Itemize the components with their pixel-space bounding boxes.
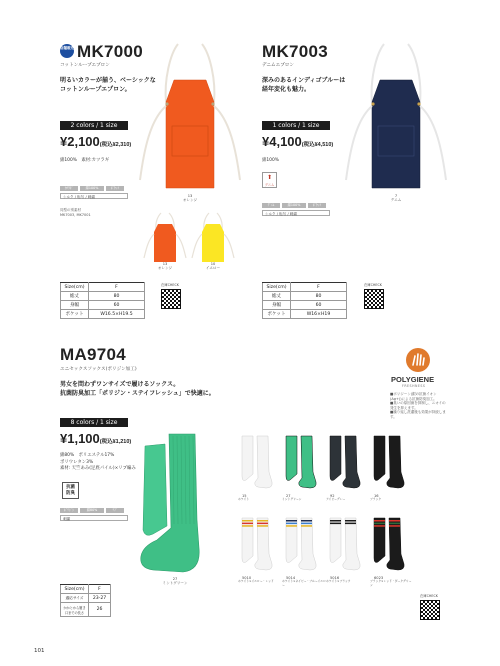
table-row: 身幅 60	[61, 301, 145, 310]
variant-name: ミントグリーン	[282, 497, 302, 502]
variant-code: 6023	[374, 576, 384, 580]
fabric-chip: ｶﾂﾗｷﾞ	[60, 186, 78, 191]
variant-item	[282, 516, 326, 587]
mk7000-swatch-yellow	[190, 212, 236, 264]
finish-chip: ﾎﾟﾘｼﾞﾝ	[60, 508, 78, 513]
mk7003-chips	[262, 203, 326, 208]
pocket-chip: ﾎﾟｹｯﾄ	[308, 203, 326, 208]
mk7000-print-methods: シルク / 転写 / 刺繍	[60, 193, 128, 199]
mk7003-qr-label: 在庫CHECK	[364, 283, 382, 287]
variant-code: 27	[286, 494, 291, 498]
variant-item	[238, 434, 282, 502]
mk7000-price: ¥2,100(税込¥2,310)	[60, 134, 132, 149]
ma9704-variant-grid	[238, 434, 413, 594]
variant-item	[326, 434, 370, 502]
mk7000-swatch-orange	[142, 212, 188, 264]
table-row: Size(cm) F	[263, 283, 347, 292]
pocket-chip: ﾎﾟｹｯﾄ	[106, 186, 124, 191]
ma9704-size-table	[60, 584, 111, 617]
ma9704-colors-bar: 8 colors / 1 size	[60, 418, 128, 427]
mk7003-main-caption: 7 デニム	[390, 194, 402, 203]
mk7000-swatch-caption-0: 13 オレンジ	[157, 262, 173, 271]
variant-code: 5014	[286, 576, 296, 580]
ma9704-print-methods: 刺繍	[60, 515, 128, 521]
variant-code: 5016	[330, 576, 340, 580]
shop-badge: 店舗販売	[60, 44, 74, 58]
antibacterial-icon: 抗菌 防臭	[62, 482, 79, 499]
ma9704-model: MA9704	[60, 345, 127, 364]
mk7000-stock-qr[interactable]	[161, 289, 181, 309]
variant-name: ホワイト×ブラック	[326, 579, 351, 584]
mk7003-stock-qr[interactable]	[364, 289, 384, 309]
mk7003-material: 綿100%	[262, 158, 279, 163]
sock-6023-image	[370, 516, 410, 572]
mk7000-swatch-caption-1: 10 イエロー	[205, 262, 221, 271]
sock-15-image	[238, 434, 278, 490]
variant-item	[282, 434, 326, 502]
fiber-chip: 綿100%	[80, 186, 104, 191]
variant-item	[326, 516, 370, 584]
variant-name: ブラック×レッド・ダークグリーン	[370, 579, 412, 587]
polygiene-tag: FRESHNESS	[402, 384, 426, 388]
variant-name: ブラック	[370, 497, 382, 502]
mk7003-catch: 深みのあるインディゴブルーは 経年変化も魅力。	[262, 77, 346, 93]
ma9704-catch: 男女を問わずワンサイズで履けるソックス。 抗菌防臭加工「ポリジン・ステイフレッシュ」で快適に。	[60, 381, 215, 397]
sock-16-image	[370, 434, 410, 490]
ma9704-price: ¥1,100(税込¥1,210)	[60, 431, 132, 446]
fiber-chip: 綿80%	[80, 508, 104, 513]
polygiene-notes: ■ポリジーン(銀の抗菌イオン(Ag+))による抗菌防臭加工。 ■臭いの原因菌を抑制し、ニオイの発生を抑えます。 ■繰り返し洗濯後も効果が持続します。	[390, 392, 446, 419]
ma9704-qr-label: 在庫CHECK	[420, 594, 438, 598]
polygiene-logo-icon	[405, 347, 431, 373]
mk7000-apron-image	[130, 40, 250, 192]
variant-code: 15	[242, 494, 247, 498]
variant-item	[370, 516, 414, 587]
table-row: かかとから履き口までの長さ 26	[61, 603, 111, 617]
mk7000-catch: 明るいカラーが揃う、ベーシックな コットンループエプロン。	[60, 77, 156, 93]
fiber-chip: 綿100%	[282, 203, 306, 208]
table-row: ポケット W16×H19	[263, 310, 347, 319]
mk7003-price: ¥4,100(税込¥4,510)	[262, 134, 334, 149]
sock-92-image	[326, 434, 366, 490]
mk7000-colors-bar: 2 colors / 1 size	[60, 121, 128, 130]
table-row: 総丈 80	[263, 292, 347, 301]
ma9704-name: ユニセックスソックス(ポリジン加工)	[60, 367, 137, 372]
variant-name: ホワイト×ネイビー・ブルーイエロー	[282, 579, 326, 587]
sock-5014-image	[282, 516, 322, 572]
swatch-fill	[154, 224, 176, 262]
mk7003-model: MK7003	[262, 42, 329, 61]
ma9704-material: 綿80% ポリエステル17% ポリウレタン3% 素材: 天竺あみ(足底パイル)×リブ編み	[60, 453, 136, 471]
fabric-chip: ﾃﾞﾆﾑ	[262, 203, 280, 208]
polygiene-brand: POLYGIENE	[391, 375, 435, 384]
mk7003-apron-image	[336, 40, 456, 192]
variant-name: ホワイト	[238, 497, 250, 502]
mk7003-size-table	[262, 282, 347, 319]
sock-5016-image	[326, 516, 366, 572]
table-row: Size(cm) F	[61, 283, 145, 292]
ma9704-main-sock-image	[135, 430, 221, 578]
mk7000-material: 綿100% 素材:カツラギ	[60, 158, 110, 163]
denim-fabric-icon: ⬆ デニム	[262, 172, 277, 188]
mk7003-name: デニムエプロン	[262, 63, 294, 68]
variant-name: ホワイト×イエロー・レッド	[238, 579, 274, 584]
mk7000-qr-label: 在庫CHECK	[161, 283, 179, 287]
mk7000-name: コットンループエプロン	[60, 63, 110, 68]
mk7000-model: MK7000	[77, 42, 144, 61]
variant-name: アイビーグレー	[326, 497, 346, 502]
mk7000-related: 同型の別素材 MK7003, MK7001	[60, 208, 91, 217]
variant-item	[370, 434, 414, 502]
mk7003-colors-bar: 1 colors / 1 size	[262, 121, 330, 130]
ma9704-stock-qr[interactable]	[420, 600, 440, 620]
ma9704-chips	[60, 508, 124, 513]
variant-item	[238, 516, 282, 584]
table-row: 身幅 60	[263, 301, 347, 310]
mk7000-chips	[60, 186, 124, 191]
mk7000-size-table	[60, 282, 145, 319]
mk7003-print-methods: シルク / 転写 / 刺繍	[262, 210, 330, 216]
sock-27-image	[282, 434, 322, 490]
variant-code: 5010	[242, 576, 252, 580]
variant-code: 92	[330, 494, 335, 498]
table-row: 適応サイズ 23-27	[61, 594, 111, 603]
sock-5010-image	[238, 516, 278, 572]
ma9704-main-caption: 27 ミントグリーン	[162, 577, 188, 586]
table-row: 総丈 80	[61, 292, 145, 301]
knit-chip: ﾘﾌﾞ	[106, 508, 124, 513]
table-row: Size(cm) F	[61, 585, 111, 594]
page-number: 101	[34, 648, 45, 654]
mk7000-main-caption: 13 オレンジ	[182, 194, 198, 203]
variant-code: 16	[374, 494, 379, 498]
table-row: ポケット W16.5×H19.5	[61, 310, 145, 319]
